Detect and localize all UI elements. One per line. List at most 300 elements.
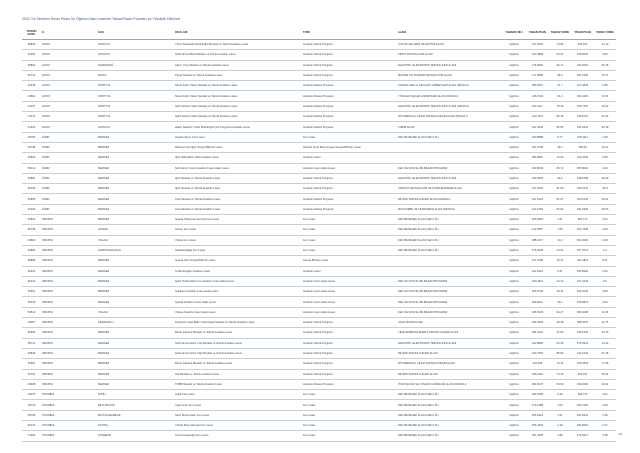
col-ilce-cell: MERKEZ	[97, 142, 174, 152]
col-taban-puan-cell: 332,3392	[526, 318, 549, 328]
page-number: 28	[618, 432, 622, 436]
table-row	[22, 400, 616, 410]
col-alani-cell: FEN VE SOSYAL BİLİMLER PROGRAMI	[397, 297, 502, 307]
col-tavan-yuzde-cell: 24,15	[594, 328, 616, 338]
col-okul-adi-cell: Işıklıkent Anadolu İmam Hatip Lisesi	[174, 287, 302, 297]
col-taban-yuzde-cell: 50,1	[549, 297, 571, 307]
col-yabanci-dili-cell: İngilizce	[502, 194, 526, 204]
col-yabanci-dili-cell: İngilizce	[502, 101, 526, 111]
col-tavan-puan-cell: 457,8713	[571, 245, 594, 255]
school-scores-table	[22, 26, 616, 442]
col-tavan-yuzde-cell: 33,18	[594, 122, 616, 132]
col-il-cell: HATAY	[41, 91, 97, 101]
col-turu-cell: Anadolu Teknik Programı	[302, 60, 397, 70]
col-ilce-cell: MERKEZ	[97, 338, 174, 348]
col-turu-cell: Anadolu Meslek Programı	[302, 101, 397, 111]
col-taban-yuzde-cell: 74,35	[549, 369, 571, 379]
col-turu-cell: Anadolu Teknik Programı	[302, 184, 397, 194]
col-tercih-kodu-cell: 50424	[22, 276, 41, 286]
col-taban-puan-cell: 191,2949	[526, 122, 549, 132]
col-okul-adi-cell: Isparta Anadolu İmam Hatip Lisesi	[174, 297, 302, 307]
col-alani-cell: MAKİNE VE TASARIM TEKNOLOJİSİ ALANI	[397, 70, 502, 80]
col-tavan-yuzde-cell: 36,52	[594, 204, 616, 214]
col-turu-cell: Anadolu Teknik Programı	[302, 328, 397, 338]
col-okul-adi-cell: Yalvaç Anadolu İmam Hatip Lisesi	[174, 307, 302, 317]
col-taban-puan-cell: 334,2811	[526, 276, 549, 286]
col-alani-cell: FEN BİLİMLERİ ALANI (FEN LİS.)	[397, 431, 502, 441]
col-alani-cell: FEN VE SOSYAL BİLİMLER PROGRAMI	[397, 163, 502, 173]
col-okul-adi-cell: Adem Yuva Mesleki ve Teknik Anadolu Lisesi	[174, 60, 302, 70]
col-tavan-yuzde-cell: 2,52	[594, 266, 616, 276]
col-taban-puan-cell: 269,8421	[526, 297, 549, 307]
col-tercih-kodu-cell: 50384	[22, 328, 41, 338]
col-yabanci-dili-cell: İngilizce	[502, 132, 526, 142]
col-tavan-yuzde-cell: 2,48	[594, 132, 616, 142]
col-okul-adi-cell: Keçiborlu Uçak Bakım Teknolojisi Mesleki ve Teknik Anadolu Lisesi	[174, 318, 302, 328]
col-taban-puan-cell: 285,5267	[526, 81, 549, 91]
col-okul-adi-cell: Tevfik Ertoğan Anadolu Lisesi	[174, 266, 302, 276]
col-tavan-yuzde-cell: 18,74	[594, 70, 616, 80]
col-tavan-yuzde-cell: 11,83	[594, 307, 616, 317]
col-taban-yuzde-cell: 99,3	[549, 173, 571, 183]
col-il-cell: İSTANBUL	[41, 431, 97, 441]
col-tavan-yuzde-cell: 0,48	[594, 431, 616, 441]
col-yabanci-dili-cell: İngilizce	[502, 390, 526, 400]
col-okul-adi-cell: TOBB Mesleki ve Teknik Anadolu Lisesi	[174, 379, 302, 389]
col-turu-cell: Anadolu Teknik Programı	[302, 338, 397, 348]
col-taban-puan-cell: 451,2328	[526, 431, 549, 441]
col-taban-yuzde-cell: 98,4	[549, 70, 571, 80]
col-tavan-puan-cell: 313,0129	[571, 348, 594, 358]
col-alani-cell: ELEKTRİK- ELEKTRONİK TEKNOLOJİSİ ALANI	[397, 173, 502, 183]
col-okul-adi-cell: Şehit Ahmet Hilmi Yiğit Mesleki ve Teknik Anadolu Lisesi	[174, 338, 302, 348]
col-taban-puan-cell: 321,0798	[526, 142, 549, 152]
col-il-cell: HATAY	[41, 40, 97, 50]
col-turu-cell: Anadolu İmam Hatip Lisesi	[302, 163, 397, 173]
col-alani-cell: FEN BİLİMLERİ ALANI (FEN LİS.)	[397, 225, 502, 235]
col-tavan-puan-cell: 437,4449	[571, 276, 594, 286]
col-alani-cell	[397, 266, 502, 276]
col-tercih-kodu-cell: 50381	[22, 359, 41, 369]
col-ilce-cell: DÖRTYOL	[97, 91, 174, 101]
col-alani-cell: FEN BİLİMLERİ ALANI (FEN LİS.)	[397, 235, 502, 245]
col-taban-yuzde-cell: 51,7	[549, 81, 571, 91]
col-taban-puan-cell: 213,1483	[526, 204, 549, 214]
col-ilce-cell: MERKEZ	[97, 369, 174, 379]
col-il-cell: IĞDIR	[41, 132, 97, 142]
col-tercih-kodu-cell: 39853	[22, 40, 41, 50]
table-row	[22, 40, 616, 50]
col-alani-cell: FEN VE SOSYAL BİLİMLER PROGRAMI	[397, 287, 502, 297]
col-tercih-kodu-cell: 50014	[22, 163, 41, 173]
col-alani-header: ALANI	[397, 26, 502, 40]
col-il-cell: ISPARTA	[41, 338, 97, 348]
col-tercih-kodu-cell: 49820	[22, 153, 41, 163]
col-tavan-yuzde-cell: 14,46	[594, 338, 616, 348]
col-alani-cell: İTFAİYECİLİK VE YANGIN GÜVENLİĞİ ALANI (DİNAVLI)	[397, 379, 502, 389]
col-tercih-kodu-cell: 40184	[22, 50, 41, 60]
col-taban-puan-cell: 171,9658	[526, 70, 549, 80]
col-tavan-yuzde-cell: 21,82	[594, 112, 616, 122]
col-tavan-puan-cell: 345,2834	[571, 359, 594, 369]
col-turu-cell: Anadolu Meslek Programı	[302, 379, 397, 389]
col-alani-cell: UÇAK BAKIM ALANI	[397, 318, 502, 328]
col-tavan-puan-cell: 484,774	[571, 215, 594, 225]
table-row	[22, 112, 616, 122]
col-il-cell: HATAY	[41, 101, 97, 111]
col-il-cell: HATAY	[41, 112, 97, 122]
col-yabanci-dili-cell: İngilizce	[502, 184, 526, 194]
col-tercih-kodu-cell: 49839	[22, 348, 41, 358]
col-alani-cell	[397, 153, 502, 163]
col-yabanci-dili-cell: İngilizce	[502, 287, 526, 297]
col-okul-adi-cell: Şarkikaraağaç Fen Lisesi	[174, 245, 302, 255]
col-tavan-puan-cell: 336,2642	[571, 122, 594, 132]
col-ilce-cell: ANTAKYA	[97, 50, 174, 60]
col-tercih-kodu-header: TERCİH KODU	[22, 26, 41, 40]
col-tavan-yuzde-cell: 29,24	[594, 194, 616, 204]
col-tercih-kodu-cell: 40294	[22, 204, 41, 214]
col-il-cell: İSTANBUL	[41, 420, 97, 430]
col-tercih-kodu-cell: 49908	[22, 379, 41, 389]
col-il-cell: ISPARTA	[41, 235, 97, 245]
col-tercih-kodu-cell: 71684	[22, 431, 41, 441]
col-tercih-kodu-cell: 50018	[22, 297, 41, 307]
col-tavan-puan-cell: 320,5135	[571, 194, 594, 204]
col-tercih-kodu-cell: 49804	[22, 215, 41, 225]
col-okul-adi-cell: Haydar Aliyev Fen Lisesi	[174, 132, 302, 142]
col-turu-cell: Fen Lisesi	[302, 390, 397, 400]
col-okul-adi-cell: Gönen Fen Lisesi	[174, 225, 302, 235]
col-taban-puan-cell: 483,5468	[526, 390, 549, 400]
col-il-cell: İSTANBUL	[41, 400, 97, 410]
col-il-cell: ISPARTA	[41, 348, 97, 358]
col-tercih-kodu-cell: 40938	[22, 81, 41, 91]
col-taban-puan-cell: 330,8649	[526, 163, 549, 173]
col-ilce-cell: MERKEZ	[97, 184, 174, 194]
col-turu-cell: Anadolu Meslek Programı	[302, 204, 397, 214]
col-il-cell: IĞDIR	[41, 204, 97, 214]
col-tavan-yuzde-cell: 4,89	[594, 287, 616, 297]
col-taban-puan-header: TABAN PUAN	[526, 26, 549, 40]
col-alani-cell: YENİLENEBİLİR ENERJİ TEKNOLOJİLERİ ALANI	[397, 328, 502, 338]
col-tavan-yuzde-cell: 6,85	[594, 81, 616, 91]
col-ilce-cell: MERKEZ	[97, 215, 174, 225]
col-yabanci-dili-cell: İngilizce	[502, 266, 526, 276]
col-tavan-puan-cell: 476,5617	[571, 431, 594, 441]
col-yabanci-dili-cell: İngilizce	[502, 112, 526, 122]
col-turu-cell: Anadolu Meslek Programı	[302, 81, 397, 91]
col-il-cell: IĞDIR	[41, 153, 97, 163]
col-taban-yuzde-cell: 1,03	[549, 400, 571, 410]
col-taban-yuzde-header: TABAN YÜZDE	[549, 26, 571, 40]
col-taban-puan-cell: 243,8883	[526, 338, 549, 348]
col-alani-cell: ÇOCUK GELİŞİMİ VE EĞİTİMİ ALANI	[397, 40, 502, 50]
col-taban-puan-cell: 228,1162	[526, 369, 549, 379]
col-il-cell: IĞDIR	[41, 184, 97, 194]
col-alani-cell	[397, 256, 502, 266]
table-row	[22, 276, 616, 286]
col-tavan-yuzde-cell: 0,04	[594, 390, 616, 400]
col-taban-puan-cell: 234,054	[526, 359, 549, 369]
col-okul-adi-cell: Yıldız-Selahattin Mutlukoğlu Mesleki ve Teknik Anadolu Lisesi	[174, 40, 302, 50]
col-alani-cell: BİYOMEDİKAL CİHAZ TEKNOLOJİLERİ ALANI (DİNAVLI)	[397, 112, 502, 122]
col-taban-puan-cell: 247,1512	[526, 194, 549, 204]
col-okul-adi-cell: Şehit Serkan Talan Mesleki ve Teknik Anadolu Lisesi	[174, 112, 302, 122]
col-turu-cell: Fen Lisesi	[302, 431, 397, 441]
col-tercih-kodu-cell: 40891	[22, 91, 41, 101]
col-tavan-puan-cell: 294,2336	[571, 204, 594, 214]
col-turu-cell: Anadolu Teknik Programı	[302, 348, 397, 358]
col-taban-yuzde-cell: 8,77	[549, 132, 571, 142]
col-ilce-cell: MERKEZ	[97, 266, 174, 276]
col-tavan-puan-cell: 388,6547	[571, 318, 594, 328]
col-tercih-kodu-cell: 49087	[22, 318, 41, 328]
col-yabanci-dili-cell: İngilizce	[502, 215, 526, 225]
col-turu-cell: Fen Lisesi	[302, 132, 397, 142]
col-okul-adi-cell: Mehmet Nuri İğdır Sosyal Bilimler Lisesi	[174, 142, 302, 152]
col-tavan-puan-cell: 345,8701	[571, 112, 594, 122]
col-yabanci-dili-cell: İngilizce	[502, 276, 526, 286]
col-turu-cell: Fen Lisesi	[302, 225, 397, 235]
col-turu-cell: Sosyal Bilimler Lisesi	[302, 256, 397, 266]
table-row	[22, 215, 616, 225]
col-il-cell: ISPARTA	[41, 359, 97, 369]
col-okul-adi-cell: Isparta Süleyman Demirel Fen Lisesi	[174, 215, 302, 225]
col-tavan-yuzde-cell: 20,52	[594, 101, 616, 111]
col-turu-cell: Anadolu Teknik Programı	[302, 70, 397, 80]
col-taban-yuzde-cell: 2,51	[549, 215, 571, 225]
col-taban-puan-cell: 294,2201	[526, 328, 549, 338]
col-ilce-cell: GÖNEN	[97, 225, 174, 235]
col-tavan-puan-cell: 437,4849	[571, 81, 594, 91]
col-taban-puan-cell: 213,4808	[526, 50, 549, 60]
col-tercih-kodu-cell: 50028	[22, 184, 41, 194]
col-taban-puan-cell: 176,9952	[526, 60, 549, 70]
col-alani-cell: MUHASEBE VE FİNANSMAN ALANI (DİNAVLI)	[397, 204, 502, 214]
col-il-cell: ISPARTA	[41, 266, 97, 276]
col-taban-yuzde-cell: 70,31	[549, 359, 571, 369]
col-tavan-yuzde-cell: 11,75	[594, 318, 616, 328]
col-yabanci-dili-cell: İngilizce	[502, 81, 526, 91]
table-row	[22, 245, 616, 255]
col-alani-cell	[397, 142, 502, 152]
col-turu-cell: Fen Lisesi	[302, 420, 397, 430]
col-okul-adi-cell: Payas Mesleki ve Teknik Anadolu Lisesi	[174, 70, 302, 80]
col-ilce-cell: MERKEZ	[97, 256, 174, 266]
col-turu-cell: Anadolu Teknik Programı	[302, 318, 397, 328]
table-row	[22, 266, 616, 276]
col-yabanci-dili-cell: İngilizce	[502, 204, 526, 214]
col-alani-cell: YİYECEK İÇECEK HİZMETLERİ ALANI (DİNAVLI)	[397, 91, 502, 101]
col-yabanci-dili-cell: İngilizce	[502, 235, 526, 245]
col-tercih-kodu-cell: 50711	[22, 338, 41, 348]
col-yabanci-dili-cell: İngilizce	[502, 225, 526, 235]
col-okul-adi-cell: Aras Mesleki ve Teknik Anadolu Lisesi	[174, 204, 302, 214]
col-taban-puan-cell: 240,7584	[526, 348, 549, 358]
col-tavan-puan-cell: 376,0931	[571, 338, 594, 348]
table-row	[22, 132, 616, 142]
table-row	[22, 431, 616, 441]
col-ilce-cell: KARTAL	[97, 420, 174, 430]
col-turu-cell: Fen Lisesi	[302, 410, 397, 420]
col-alani-cell: FEN VE SOSYAL BİLİMLER PROGRAMI	[397, 307, 502, 317]
col-okul-adi-cell: Iğdır Milli Eğitim Vakfı Anadolu Lisesi	[174, 153, 302, 163]
col-turu-cell: Anadolu Teknik Programı	[302, 40, 397, 50]
col-turu-cell: Anadolu İmam Hatip Lisesi	[302, 276, 397, 286]
table-row	[22, 225, 616, 235]
col-tercih-kodu-cell: 50791	[22, 369, 41, 379]
col-alani-cell: BİLİŞİM TEKNOLOJİLERİ ALANI (DİNAVLI)	[397, 194, 502, 204]
col-tavan-puan-cell: 393,2229	[571, 91, 594, 101]
col-tercih-kodu-cell: 50351	[22, 287, 41, 297]
col-tercih-kodu-cell: 39730	[22, 400, 41, 410]
col-taban-yuzde-cell: 24,72	[549, 276, 571, 286]
col-yabanci-dili-cell: İngilizce	[502, 245, 526, 255]
col-il-cell: ISPARTA	[41, 379, 97, 389]
col-tavan-puan-cell: 484,8691	[571, 420, 594, 430]
col-tercih-kodu-cell: 49800	[22, 235, 41, 245]
col-tavan-yuzde-cell: 26,18	[594, 60, 616, 70]
col-taban-yuzde-cell: 5,87	[549, 266, 571, 276]
col-turu-cell: Anadolu Meslek Programı	[302, 194, 397, 204]
col-tavan-yuzde-cell: 0,04	[594, 215, 616, 225]
col-taban-yuzde-cell: 84,28	[549, 338, 571, 348]
col-okul-adi-cell: Iğdır Mesleki ve Teknik Anadolu Lisesi	[174, 184, 302, 194]
col-alani-cell: FEN BİLİMLERİ ALANI (FEN LİS.)	[397, 400, 502, 410]
col-taban-yuzde-cell: 1,51	[549, 410, 571, 420]
col-okul-adi-cell: Borsa İstanbul Mesleki ve Teknik Anadolu Lisesi	[174, 359, 302, 369]
col-okul-adi-cell: Şehit Serkan Talan Mesleki ve Teknik Anadolu Lisesi	[174, 101, 302, 111]
col-taban-yuzde-cell: 10,2	[549, 235, 571, 245]
table-row	[22, 60, 616, 70]
table-row	[22, 194, 616, 204]
col-tavan-puan-cell: 336,301	[571, 40, 594, 50]
col-il-cell: ISPARTA	[41, 225, 97, 235]
col-tavan-yuzde-header: TAVAN YÜZDE	[594, 26, 616, 40]
col-ilce-cell: YALVAÇ	[97, 235, 174, 245]
table-row	[22, 297, 616, 307]
col-alani-cell: BİLİŞİM TEKNOLOJİLERİ ALANI	[397, 369, 502, 379]
table-row	[22, 287, 616, 297]
col-tavan-yuzde-cell: 1,2	[594, 245, 616, 255]
col-yabanci-dili-header: YABANCI DİLİ	[502, 26, 526, 40]
col-tercih-kodu-cell: 50741	[22, 70, 41, 80]
col-taban-puan-cell: 186,5933	[526, 307, 549, 317]
col-taban-yuzde-cell: 81,4	[549, 91, 571, 101]
table-row	[22, 142, 616, 152]
table-body	[22, 40, 616, 442]
col-tavan-yuzde-cell: 6,93	[594, 297, 616, 307]
col-il-header: İL	[41, 26, 97, 40]
col-taban-puan-cell: 217,6293	[526, 184, 549, 194]
col-taban-puan-cell: 376,9238	[526, 245, 549, 255]
col-ilce-cell: MERKEZ	[97, 163, 174, 173]
col-okul-adi-cell: Gül Mesleki ve Teknik Anadolu Lisesi	[174, 369, 302, 379]
col-okul-adi-cell: Borsa İstanbul Mesleki ve Teknik Anadolu Lisesi	[174, 328, 302, 338]
col-taban-yuzde-cell: 7,85	[549, 225, 571, 235]
col-taban-puan-cell: 222,1117	[526, 101, 549, 111]
col-taban-puan-cell: 400,8988	[526, 132, 549, 142]
col-turu-cell: Anadolu Teknik Programı	[302, 173, 397, 183]
col-tercih-kodu-cell: 50798	[22, 225, 41, 235]
col-il-cell: ISPARTA	[41, 276, 97, 286]
col-ilce-cell: MERKEZ	[97, 348, 174, 358]
col-turu-cell: Anadolu Teknik Programı	[302, 369, 397, 379]
col-il-cell: HATAY	[41, 81, 97, 91]
col-taban-yuzde-cell: 2,18	[549, 420, 571, 430]
col-tavan-puan-cell: 337,2336	[571, 70, 594, 80]
table-row	[22, 307, 616, 317]
col-okul-adi-cell: Şehit Murat Alkan Fen Lisesi	[174, 410, 302, 420]
col-turu-cell: Fen Lisesi	[302, 215, 397, 225]
col-tavan-puan-cell: 435,8873	[571, 297, 594, 307]
col-alani-cell: BİYOMEDİKAL CİHAZ TEKNOLOJİLERİ ALANI	[397, 359, 502, 369]
col-alani-cell: ELEKTRİK- ELEKTRONİK TEKNOLOJİSİ ALANI	[397, 338, 502, 348]
col-okul-adi-cell: Iğdır Mesleki ve Teknik Anadolu Lisesi	[174, 173, 302, 183]
col-tavan-puan-cell: 349,7337	[571, 101, 594, 111]
col-turu-cell: Anadolu Meslek Programı	[302, 91, 397, 101]
col-il-cell: ISPARTA	[41, 245, 97, 255]
table-row	[22, 338, 616, 348]
col-tavan-yuzde-cell: 2,26	[594, 163, 616, 173]
col-okul-adi-cell: Ahmet Keleşoğlu Fen Lisesi	[174, 431, 302, 441]
col-il-cell: ISPARTA	[41, 287, 97, 297]
col-il-cell: ISPARTA	[41, 369, 97, 379]
col-yabanci-dili-cell: İngilizce	[502, 359, 526, 369]
col-taban-yuzde-cell: 14,31	[549, 245, 571, 255]
col-il-cell: IĞDIR	[41, 163, 97, 173]
col-tavan-yuzde-cell: 29,8	[594, 50, 616, 60]
col-tavan-puan-cell: 478,4114	[571, 132, 594, 142]
col-tercih-kodu-cell: 40075	[22, 390, 41, 400]
col-taban-puan-cell: 473,1488	[526, 400, 549, 410]
col-tavan-yuzde-cell: 16,12	[594, 142, 616, 152]
col-ilce-cell: KEÇİBORLU	[97, 318, 174, 328]
table-row	[22, 70, 616, 80]
table-row	[22, 50, 616, 60]
col-il-cell: ISPARTA	[41, 256, 97, 266]
table-row	[22, 204, 616, 214]
col-taban-puan-cell: 212,2611	[526, 112, 549, 122]
table-row	[22, 390, 616, 400]
col-tercih-kodu-cell: 49780	[22, 132, 41, 142]
col-okul-adi-cell: Nimet-Fahri Öksüz Mesleki ve Teknik Anadolu Lisesi	[174, 81, 302, 91]
col-tavan-puan-cell: 333,5447	[571, 184, 594, 194]
table-row	[22, 184, 616, 194]
table-row	[22, 369, 616, 379]
col-alani-cell: FEN VE SOSYAL BİLİMLER PROGRAMI	[397, 276, 502, 286]
col-tavan-yuzde-cell: 0,38	[594, 410, 616, 420]
col-il-cell: İSTANBUL	[41, 410, 97, 420]
col-tavan-yuzde-cell: 20,91	[594, 379, 616, 389]
col-yabanci-dili-cell: İngilizce	[502, 338, 526, 348]
table-header-row	[22, 26, 616, 40]
col-tercih-kodu-cell: 40798	[22, 142, 41, 152]
col-tavan-yuzde-cell: 2,84	[594, 225, 616, 235]
col-okul-adi-cell: Hatay Sadettin Yusuf Mutlukoğlu Çok Programlı Anadolu Lisesi	[174, 122, 302, 132]
col-ilce-cell: ŞARKİKARAAĞAÇ	[97, 245, 174, 255]
col-taban-yuzde-cell: 38,44	[549, 287, 571, 297]
col-yabanci-dili-cell: İngilizce	[502, 122, 526, 132]
col-yabanci-dili-cell: İngilizce	[502, 307, 526, 317]
col-ilce-cell: MERKEZ	[97, 287, 174, 297]
col-tercih-kodu-cell: 39862	[22, 60, 41, 70]
col-taban-yuzde-cell: 96,71	[549, 60, 571, 70]
col-okul-adi-cell: Aras Mesleki ve Teknik Anadolu Lisesi	[174, 194, 302, 204]
col-tercih-kodu-cell: 72374	[22, 112, 41, 122]
col-taban-yuzde-cell: 84,82	[549, 204, 571, 214]
